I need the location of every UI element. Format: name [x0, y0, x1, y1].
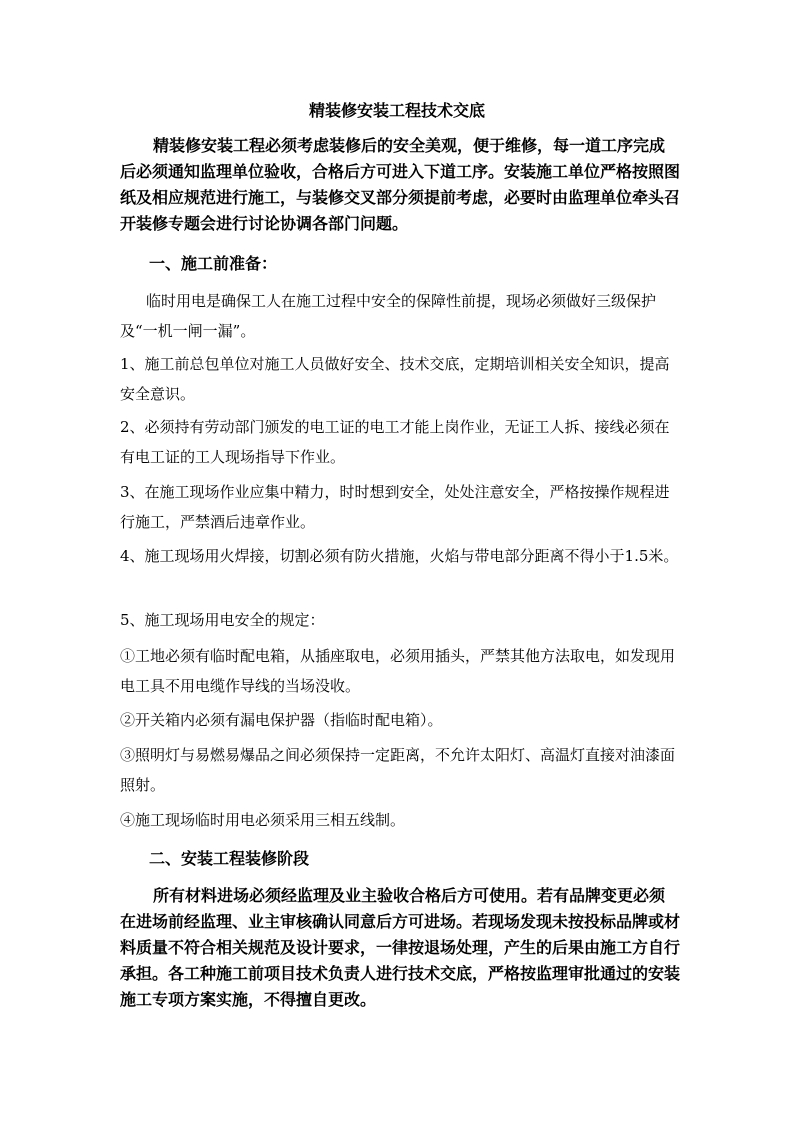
- sub-item-1: ①工地必须有临时配电箱，从插座取电，必须用插头，严禁其他方法取电，如发现用电工具不用电缆作导线的当场没收。: [120, 647, 676, 695]
- section-2-paragraph: 所有材料进场必须经监理及业主验收合格后方可使用。若有品牌变更必须在进场前经监理、业主审核确认同意后方可进场。若现场发现未按投标品牌或材料质量不符合相关规范及设计要求，一律按退场处理，产生的后果由施工方自行承担。各工种施工前项目技术负责人进行技术交底，严格按监理审批通过的安装施工专项方案实施，不得擅自更改。: [120, 886, 681, 1009]
- list-item-5: 5、施工现场用电安全的规定：: [120, 611, 325, 629]
- sub-item-3: ③照明灯与易燃易爆品之间必须保持一定距离，不允许太阳灯、高温灯直接对油漆面照射。: [120, 746, 676, 794]
- sub-item-2: ②开关箱内必须有漏电保护器（指临时配电箱）。: [120, 711, 443, 729]
- section-1-paragraph: 临时用电是确保工人在施工过程中安全的保障性前提，现场必须做好三级保护及“一机一闸一漏”。: [120, 292, 657, 340]
- list-item-3: 3、在施工现场作业应集中精力，时时想到安全，处处注意安全，严格按操作规程进行施工，严禁酒后违章作业。: [120, 483, 670, 531]
- sub-item-4: ④施工现场临时用电必须采用三相五线制。: [120, 811, 406, 829]
- list-item-4: 4、施工现场用火焊接，切割必须有防火措施，火焰与带电部分距离不得小于1.5米。: [120, 547, 679, 565]
- document-title: 精装修安装工程技术交底: [308, 101, 485, 120]
- list-item-1: 1、施工前总包单位对施工人员做好安全、技术交底，定期培训相关安全知识，提高安全意识。: [120, 355, 670, 403]
- section-2-heading: 二、安装工程装修阶段: [149, 849, 310, 868]
- section-1-heading: 一、施工前准备：: [149, 254, 278, 273]
- list-item-2: 2、必须持有劳动部门颁发的电工证的电工才能上岗作业，无证工人拆、接线必须在有电工证的工人现场指导下作业。: [120, 418, 670, 466]
- intro-paragraph: 精装修安装工程必须考虑装修后的安全美观，便于维修，每一道工序完成后必须通知监理单位验收，合格后方可进入下道工序。安装施工单位严格按照图纸及相应规范进行施工，与装修交叉部分须提前考虑，必要时由监理单位牵头召开装修专题会进行讨论协调各部门问题。: [120, 136, 681, 233]
